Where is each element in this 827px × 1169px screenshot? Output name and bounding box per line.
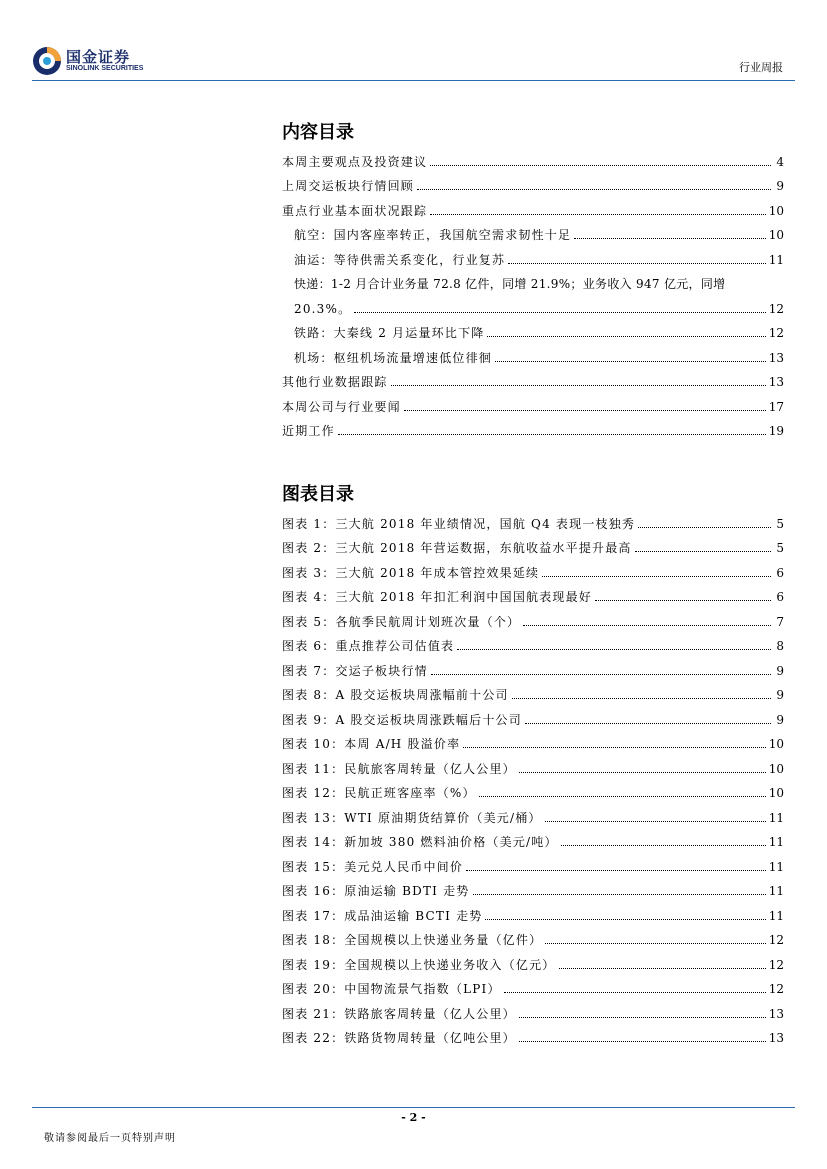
figure-entry-page: 12 [768,933,784,947]
toc-entry-page: 13 [768,350,784,365]
figure-entry-page: 13 [768,1031,784,1045]
figure-entry[interactable] [282,729,784,754]
toc-entry-page: 9 [776,179,784,193]
company-logo [32,46,182,80]
toc-subentry[interactable] [282,220,784,245]
leader-dots [512,698,771,699]
figure-entry-text: 图表 15：美元兑人民币中间价 [282,859,464,874]
figure-entry[interactable] [282,1023,784,1048]
logo-chinese-name: 国金证券 [66,48,131,66]
leader-dots [338,434,766,435]
toc-entry-text: 本周主要观点及投资建议 [282,154,428,169]
figure-entry-text: 图表 2：三大航 2018 年营运数据，东航收益水平提升最高 [282,541,632,555]
figure-entry[interactable] [282,508,784,533]
header-divider [32,80,795,81]
leader-dots [463,747,765,748]
leader-dots [354,312,765,313]
toc-entry-text: 快递：1-2 月合计业务量 72.8 亿件，同增 21.9%；业务收入 947 亿元，同增 [294,277,726,291]
figure-entry-text: 图表 19：全国规模以上快递业务收入（亿元） [282,957,556,972]
figure-entry-text: 图表 20：中国物流景气指数（LPI） [282,982,501,996]
figure-entry-text: 图表 6：重点推荐公司估值表 [282,639,455,653]
leader-dots [430,214,766,215]
figure-entry-text: 图表 3：三大航 2018 年成本管控效果延续 [282,565,540,580]
figure-entry[interactable] [282,900,784,925]
footer-divider [32,1107,795,1108]
toc-entry[interactable] [282,367,784,392]
leader-dots [404,410,766,411]
leader-dots [457,649,771,650]
figure-entry-text: 图表 11：民航旅客周转量（亿人公里） [282,761,516,776]
figure-entry[interactable] [282,606,784,631]
toc-entry-page: 19 [768,424,784,438]
toc-entry-text: 近期工作 [282,424,335,438]
toc-entry-page: 4 [776,154,784,169]
figure-entry[interactable] [282,557,784,582]
figure-entry-text: 图表 8：A 股交运板块周涨幅前十公司 [282,688,509,702]
figure-entry-page: 11 [768,908,784,923]
figure-entry-text: 图表 1：三大航 2018 年业绩情况，国航 Q4 表现一枝独秀 [282,516,636,531]
leader-dots [519,1041,766,1042]
leader-dots [431,674,771,675]
figure-entry[interactable] [282,655,784,680]
toc-entry-text: 机场：枢纽机场流量增速低位徘徊 [294,350,493,365]
leader-dots [545,943,765,944]
figure-entry[interactable] [282,851,784,876]
figure-entry-page: 8 [776,639,784,653]
leader-dots [417,189,771,190]
toc-entry-text: 其他行业数据跟踪 [282,375,388,389]
leader-dots [559,968,766,969]
figure-entry-page: 11 [768,884,784,898]
leader-dots [595,600,771,601]
figure-entry-text: 图表 21：铁路旅客周转量（亿人公里） [282,1006,516,1021]
figure-entry-page: 12 [768,957,784,972]
leader-dots [574,238,766,239]
toc-entry-text: 铁路：大秦线 2 月运量环比下降 [294,326,485,340]
toc-subentry-wrapped-line1[interactable] [282,269,784,294]
toc-title: 内容目录 [282,122,354,143]
toc-entry[interactable] [282,391,784,416]
toc-entry-text: 上周交运板块行情回顾 [282,179,415,193]
figure-entry[interactable] [282,680,784,705]
figure-entry-text: 图表 14：新加坡 380 燃料油价格（美元/吨） [282,835,558,849]
leader-dots [561,845,766,846]
figure-entry-page: 10 [768,737,784,751]
figure-entry-page: 5 [776,516,784,531]
figure-entry-text: 图表 10：本周 A/H 股溢价率 [282,737,461,751]
figure-entry-text: 图表 22：铁路货物周转量（亿吨公里） [282,1031,516,1045]
figure-entry-page: 9 [776,712,784,727]
figures-title: 图表目录 [282,484,354,505]
figure-entry[interactable] [282,998,784,1023]
figure-entry-text: 图表 5：各航季民航周计划班次量（个） [282,614,521,629]
figure-entry-text: 图表 9：A 股交运板块周涨跌幅后十公司 [282,712,522,727]
figure-entry-text: 图表 17：成品油运输 BCTI 走势 [282,908,483,923]
figure-entry-page: 9 [776,663,784,678]
figure-entry-page: 6 [776,565,784,580]
figure-entry-text: 图表 12：民航正班客座率（%） [282,786,476,800]
toc-subentry[interactable] [282,244,784,269]
leader-dots [466,870,766,871]
figure-entry[interactable] [282,802,784,827]
figure-entry[interactable] [282,974,784,999]
figure-entry-text: 图表 13：WTI 原油期货结算价（美元/桶） [282,810,542,825]
leader-dots [638,527,771,528]
figure-entry-page: 6 [776,590,784,604]
toc-entry[interactable] [282,146,784,171]
figure-entry[interactable] [282,631,784,656]
page-number: - 2 - [401,1111,426,1124]
figure-entry-page: 11 [768,810,784,825]
toc-entry-page: 17 [768,399,784,414]
toc-entry-text: 油运：等待供需关系变化，行业复苏 [294,252,506,267]
toc-entry-text-continued: 20.3%。 [294,301,352,316]
figure-entry-page: 10 [768,786,784,800]
figure-entry-text: 图表 4：三大航 2018 年扣汇利润中国国航表现最好 [282,590,593,604]
leader-dots [542,576,771,577]
figure-entry-page: 11 [768,859,784,874]
leader-dots [495,361,766,362]
leader-dots [519,772,766,773]
list-of-figures [282,508,784,1047]
leader-dots [635,551,771,552]
leader-dots [391,385,766,386]
figure-entry[interactable] [282,582,784,607]
figure-entry-text: 图表 18：全国规模以上快递业务量（亿件） [282,933,543,947]
figure-entry-text: 图表 16：原油运输 BDTI 走势 [282,884,470,898]
figure-entry-page: 10 [768,761,784,776]
leader-dots [523,625,771,626]
figure-entry-text: 图表 7：交运子板块行情 [282,663,428,678]
figure-entry-page: 11 [768,835,784,849]
toc-entry-text: 本周公司与行业要闻 [282,399,401,414]
toc-entry-page: 11 [768,252,784,267]
figure-entry[interactable] [282,827,784,852]
figure-entry[interactable] [282,533,784,558]
toc-entry-text: 航空：国内客座率转正，我国航空需求韧性十足 [294,228,572,242]
logo-english-name: SINOLINK SECURITIES [66,65,144,72]
leader-dots [508,263,766,264]
leader-dots [485,919,765,920]
leader-dots [473,894,766,895]
leader-dots [545,821,766,822]
figure-entry-page: 9 [776,688,784,702]
footer-disclaimer: 敬请参阅最后一页特别声明 [44,1133,176,1144]
leader-dots [525,723,771,724]
leader-dots [479,796,766,797]
figure-entry-page: 5 [776,541,784,555]
toc-entry-page: 12 [768,301,784,316]
toc-entry-text: 重点行业基本面状况跟踪 [282,203,428,218]
sinolink-logo-icon [32,46,62,76]
figure-entry-page: 13 [768,1006,784,1021]
leader-dots [519,1017,766,1018]
toc-subentry-wrapped-line2[interactable] [282,293,784,318]
figure-entry[interactable] [282,876,784,901]
toc-entry-page: 10 [768,203,784,218]
leader-dots [430,165,771,166]
figure-entry[interactable] [282,778,784,803]
figure-entry[interactable] [282,753,784,778]
toc-subentry[interactable] [282,318,784,343]
toc-entry-page: 13 [768,375,784,389]
page-header [0,0,827,80]
figure-entry[interactable] [282,925,784,950]
toc-entry-page: 12 [768,326,784,340]
toc-subentry[interactable] [282,342,784,367]
figure-entry-page: 7 [776,614,784,629]
figure-entry-page: 12 [768,982,784,996]
toc-entry[interactable] [282,416,784,441]
toc-entry[interactable] [282,171,784,196]
leader-dots [487,336,765,337]
toc-entry-page: 10 [768,228,784,242]
toc-entry[interactable] [282,195,784,220]
figure-entry[interactable] [282,704,784,729]
leader-dots [504,992,766,993]
figure-entry[interactable] [282,949,784,974]
table-of-contents [282,146,784,440]
report-type-label: 行业周报 [739,61,783,74]
